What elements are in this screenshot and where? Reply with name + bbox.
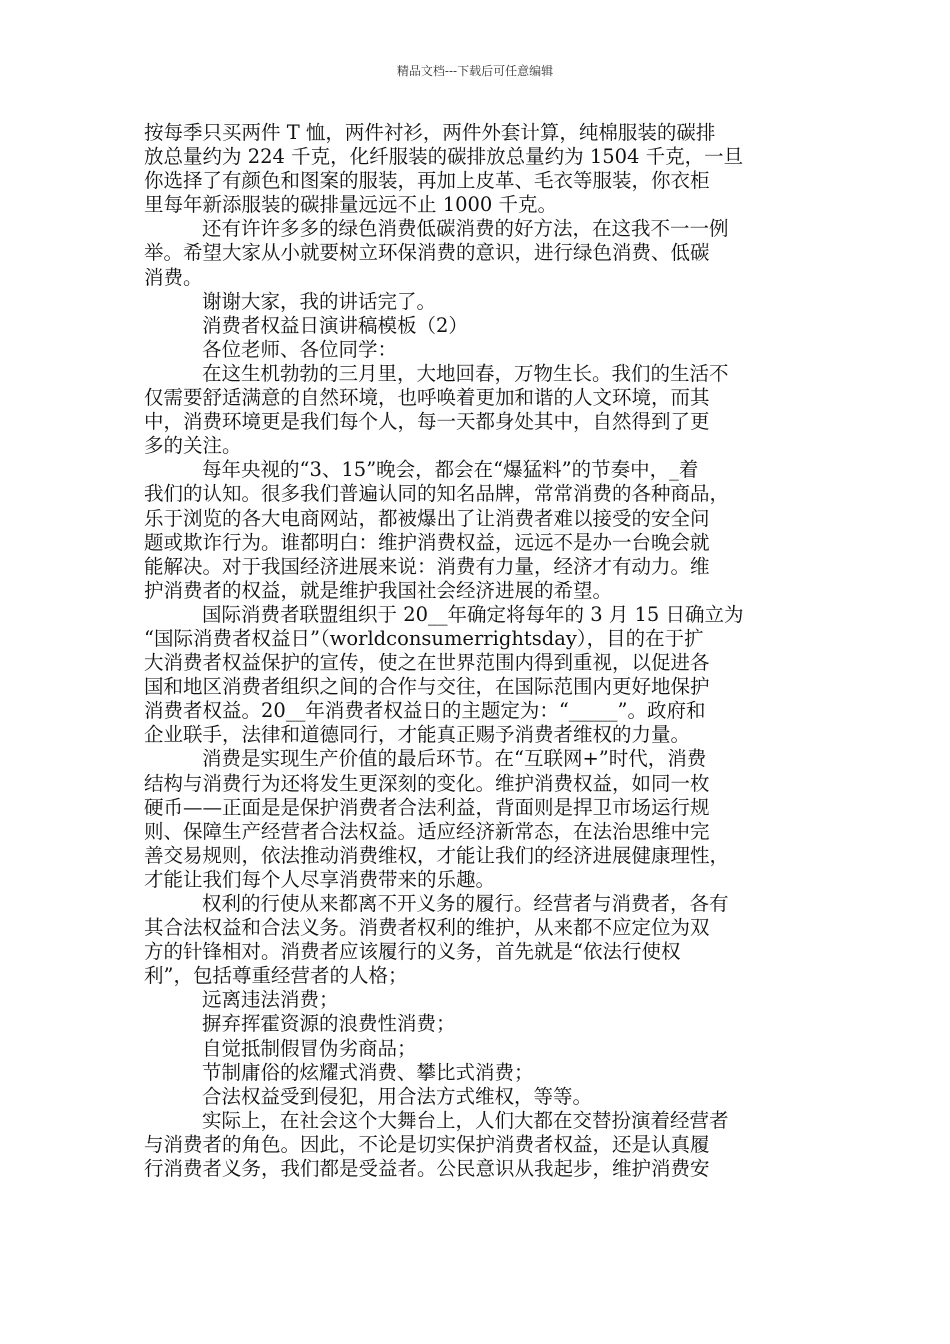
text-line: 其合法权益和合法义务。消费者权利的维护，从来都不应定位为双 [144,916,710,940]
text-line: 护消费者的权益，就是维护我国社会经济进展的希望。 [144,578,613,602]
text-line: 在这生机勃勃的三月里，大地回春，万物生长。我们的生活不 [202,361,729,385]
document-body [144,121,810,1181]
text-line: 才能让我们每个人尽享消费带来的乐趣。 [144,867,496,891]
text-line: 合法权益受到侵犯，用合法方式维权，等等。 [202,1084,593,1108]
text-line: 与消费者的角色。因此，不论是切实保护消费者权益，还是认真履 [144,1132,710,1156]
text-line: 还有许许多多的绿色消费低碳消费的好方法，在这我不一一例 [202,217,729,241]
text-line: 你选择了有颜色和图案的服装，再加上皮革、毛衣等服装，你衣柜 [144,169,710,193]
text-line: 方的针锋相对。消费者应该履行的义务，首先就是“依法行使权 [144,940,681,964]
page-header: 精品文档---下载后可任意编辑 [396,64,554,78]
text-line: 消费是实现生产价值的最后环节。在“互联网+”时代，消费 [202,747,707,771]
text-line: 每年央视的“3、15”晚会，都会在“爆猛料”的节奏中，_着 [202,458,699,482]
text-line: 放总量约为 224 千克，化纤服装的碳排放总量约为 1504 千克，一旦 [144,145,744,169]
text-line: 权利的行使从来都离不开义务的履行。经营者与消费者，各有 [202,892,729,915]
text-line: 谢谢大家，我的讲话完了。 [202,289,437,313]
text-line: 消费者权益。20__年消费者权益日的主题定为：“_____”。政府和 [144,699,706,723]
text-line: 善交易规则，依法推动消费维权，才能让我们的经济进展健康理性， [144,843,730,867]
text-line: 乐于浏览的各大电商网站，都被爆出了让消费者难以接受的安全问 [144,506,710,530]
text-line: 各位老师、各位同学： [202,337,398,361]
text-line: 消费。 [144,265,203,289]
text-line: 举。希望大家从小就要树立环保消费的意识，进行绿色消费、低碳 [144,241,710,265]
text-line: “国际消费者权益日”（worldconsumerrightsday），目的在于扩 [144,626,704,650]
text-line: 仅需要舒适满意的自然环境，也呼唤着更加和谐的人文环境，而其 [144,386,710,410]
text-line: 节制庸俗的炫耀式消费、攀比式消费； [202,1060,534,1084]
text-line: 自觉抵制假冒伪劣商品； [202,1036,417,1060]
text-line: 中，消费环境更是我们每个人，每一天都身处其中，自然得到了更 [144,410,710,434]
text-line: 国和地区消费者组织之间的合作与交往，在国际范围内更好地保护 [144,675,710,699]
text-line: 实际上，在社会这个大舞台上，人们大都在交替扮演着经营者 [202,1108,729,1132]
text-line: 国际消费者联盟组织于 20__年确定将每年的 3 月 15 日确立为 [202,602,744,626]
text-line: 远离违法消费； [202,988,339,1012]
text-line: 多的关注。 [144,434,242,458]
text-line: 里每年新添服装的碳排量远远不止 1000 千克。 [144,193,558,217]
text-line: 题或欺诈行为。谁都明白：维护消费权益，远远不是办一台晚会就 [144,530,710,554]
text-line: 硬币——正面是是保护消费者合法利益，背面则是捍卫市场运行规 [144,795,710,819]
text-line: 按每季只买两件 T 恤，两件衬衫，两件外套计算，纯棉服装的碳排 [144,121,716,144]
text-line: 我们的认知。很多我们普遍认同的知名品牌，常常消费的各种商品， [144,482,730,506]
text-line: 结构与消费行为还将发生更深刻的变化。维护消费权益，如同一枚 [144,771,710,795]
text-line: 摒弃挥霍资源的浪费性消费； [202,1012,456,1036]
text-line: 行消费者义务，我们都是受益者。公民意识从我起步，维护消费安 [144,1157,710,1181]
text-line: 利”，包括尊重经营者的人格； [144,964,408,988]
text-line: 则、保障生产经营者合法权益。适应经济新常态，在法治思维中完 [144,819,710,843]
text-line: 能解决。对于我国经济进展来说：消费有力量，经济才有动力。维 [144,554,710,578]
text-line: 企业联手，法律和道德同行，才能真正赐予消费者维权的力量。 [144,723,691,747]
text-line: 大消费者权益保护的宣传，使之在世界范围内得到重视，以促进各 [144,651,710,675]
text-line: 消费者权益日演讲稿模板（2） [202,313,468,337]
